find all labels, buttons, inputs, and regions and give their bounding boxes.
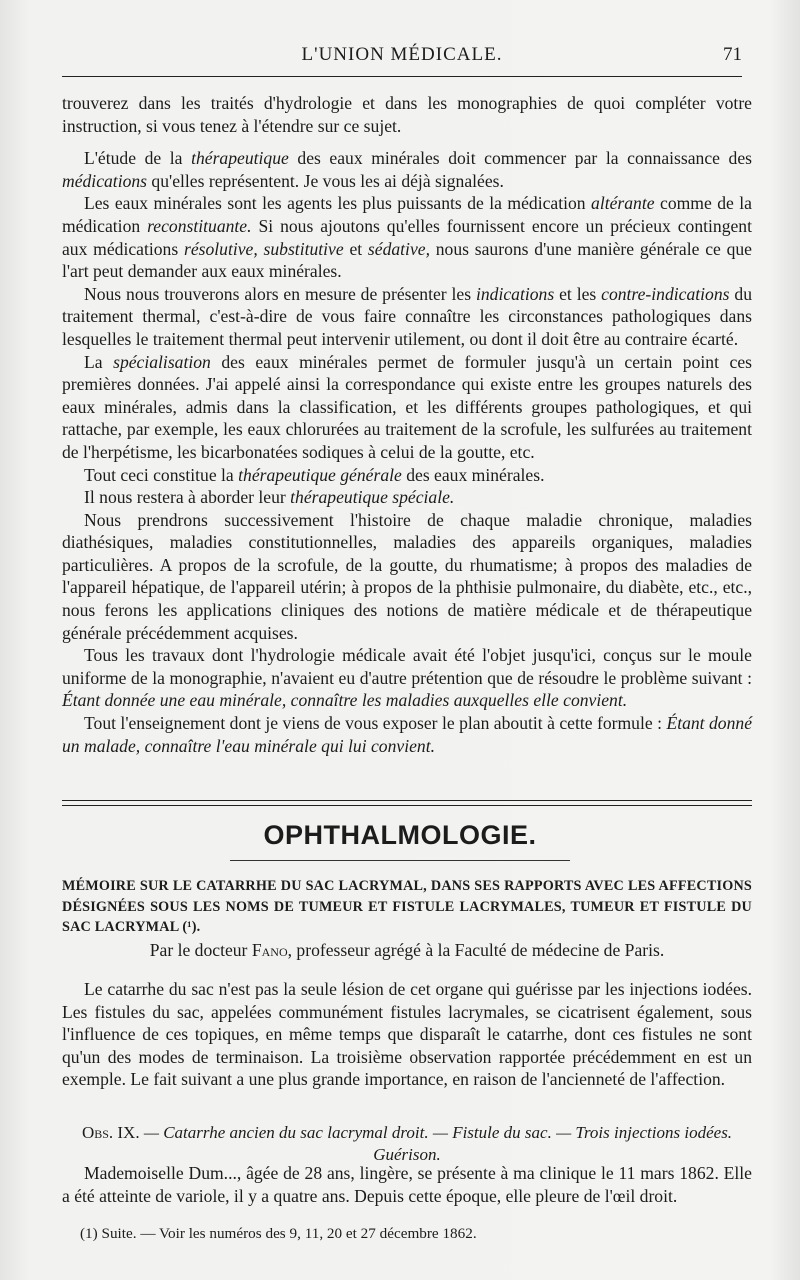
- header-rule: [62, 76, 742, 77]
- observation-heading: Obs. IX. — Catarrhe ancien du sac lacrymal droit. — Fistule du sac. — Trois injections iodées. Guérison.: [81, 1123, 733, 1164]
- paragraph: Tout ceci constitue la thérapeutique générale des eaux minérales.: [84, 464, 545, 485]
- journal-title: L'UNION MÉDICALE.: [301, 44, 503, 65]
- page-number: 71: [723, 44, 742, 65]
- title-underline: [230, 860, 570, 861]
- paragraph: Il nous restera à aborder leur thérapeutique spéciale.: [84, 487, 455, 508]
- paragraph: Le catarrhe du sac n'est pas la seule lésion de cet organe qui guérisse par les injections iodées. Les fistules du sac, appelées communément fistules lacrymales, se cicatrisent également, sous l'influence de ces topiques, en même temps que disparaît le catarrhe, dont ces fistules ne sont qu'un des modes de terminaison. La troisième observation rapportée précédemment en est un exemple. Le fait suivant a une plus grande importance, en raison de l'ancienneté de l'affection.: [62, 979, 752, 1090]
- body-text: [62, 92, 752, 757]
- paragraph: L'étude de la thérapeutique des eaux minérales doit commencer par la connaissance des médications qu'elles représentent. Je vous les ai déjà signalées.: [62, 148, 752, 191]
- memoire-title: MÉMOIRE SUR LE CATARRHE DU SAC LACRYMAL, DANS SES RAPPORTS AVEC LES AFFECTIONS DÉSIGNÉES SOUS LES NOMS DE TUMEUR ET FISTULE LACRYMALES, TUMEUR ET FISTULE DU SAC LACRYMAL (¹).: [62, 878, 752, 935]
- paragraph: Mademoiselle Dum..., âgée de 28 ans, lingère, se présente à ma clinique le 11 mars 1862. Elle a été atteinte de variole, il y a quatre ans. Depuis cette époque, elle pleure de l'œil droit.: [62, 1163, 752, 1206]
- paragraph: Nous prendrons successivement l'histoire de chaque maladie chronique, maladies diathésiques, maladies constitutionnelles, maladies des appareils organiques, maladies particulières. A propos de la scrofule, de la goutte, du rhumatisme; à propos des maladies de l'appareil hépatique, de l'appareil utérin; à propos de la phthisie pulmonaire, du diabète, etc., etc., nous ferons les applications cliniques des notions de matière médicale et de thérapeutique générale précédemment acquises.: [62, 509, 752, 643]
- paragraph: La spécialisation des eaux minérales permet de formuler jusqu'à un certain point ces premières données. J'ai appelé ainsi la correspondance qui existe entre les groupes naturels des eaux minérales, admis dans la classification, et les différents groupes pathologiques, et qui rattache, par exemple, les eaux chlorurées au traitement de la scrofule, les sulfurées au traitement de l'herpétisme, les bicarbonatées sodiques à celui de la goutte, etc.: [62, 351, 752, 462]
- section-divider: [62, 800, 752, 806]
- article-text: [62, 978, 752, 1091]
- running-head: [62, 44, 742, 74]
- section-title: OPHTHALMOLOGIE.: [263, 820, 537, 850]
- author-line: Par le docteur Fano, professeur agrégé à la Faculté de médecine de Paris.: [149, 940, 665, 960]
- footnote: (1) Suite. — Voir les numéros des 9, 11, 20 et 27 décembre 1862.: [80, 1225, 477, 1242]
- paragraph: Tout l'enseignement dont je viens de vous exposer le plan aboutit à cette formule : Étant donné un malade, connaître l'eau minérale qui lui convient.: [62, 713, 753, 756]
- article-text: [62, 1162, 752, 1207]
- paragraph: trouverez dans les traités d'hydrologie et dans les monographies de quoi compléter votre instruction, si vous tenez à l'étendre sur ce sujet.: [62, 93, 752, 136]
- paragraph: Nous nous trouverons alors en mesure de présenter les indications et les contre-indications du traitement thermal, c'est-à-dire de vous faire connaître les circonstances pathologiques dans lesquelles le traitement thermal peut intervenir utilement, ou dont il doit être au contraire écarté.: [62, 283, 752, 349]
- paragraph: Les eaux minérales sont les agents les plus puissants de la médication altérante comme de la médication reconstituante. Si nous ajoutons qu'elles fournissent encore un précieux contingent aux médications résolutive, substitutive et sédative, nous saurons d'une manière générale ce que l'art peut demander aux eaux minérales.: [62, 193, 752, 282]
- paragraph: Tous les travaux dont l'hydrologie médicale avait été l'objet jusqu'ici, conçus sur le moule uniforme de la monographie, n'avaient eu d'autre prétention que de résoudre le problème suivant : Étant donnée une eau minérale, connaître les maladies auxquelles elle convient.: [62, 645, 752, 711]
